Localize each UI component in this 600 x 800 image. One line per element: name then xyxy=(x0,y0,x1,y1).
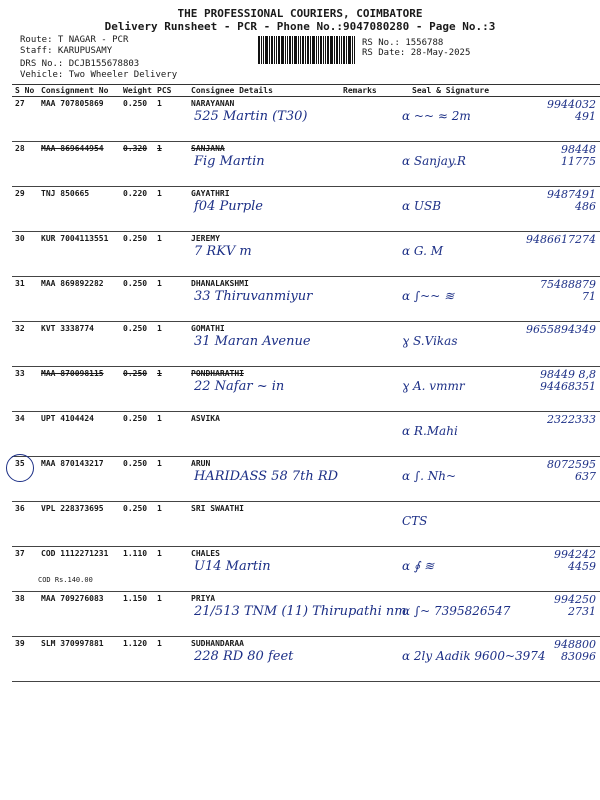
cell-remarks xyxy=(340,592,398,637)
barcode-bar xyxy=(289,36,291,64)
handwritten-phone: 2322333 xyxy=(547,413,596,426)
cell-signature xyxy=(398,592,600,637)
handwritten-address: 7 RKV m xyxy=(194,244,252,259)
cell-weight: 0.250 xyxy=(120,502,154,547)
rs-number: RS No.: 1556788 xyxy=(362,38,444,48)
cell-remarks xyxy=(340,322,398,367)
cell-weight: 0.320 xyxy=(120,142,154,187)
handwritten-signature: ɣ S.Vikas xyxy=(402,334,458,348)
cell-signature xyxy=(398,367,600,412)
cell-weight: 1.150 xyxy=(120,592,154,637)
barcode-bar xyxy=(339,36,340,64)
barcode-bar xyxy=(320,36,322,64)
consignee-name: SRI SWAATHI xyxy=(191,504,244,513)
cell-cons: COD 1112271231 COD Rs.140.00 xyxy=(38,547,120,592)
cell-weight: 1.110 xyxy=(120,547,154,592)
cell-remarks xyxy=(340,457,398,502)
cell-weight: 0.220 xyxy=(120,187,154,232)
cell-pcs: 1 xyxy=(154,97,188,142)
barcode-bar xyxy=(318,36,319,64)
barcode-bar xyxy=(274,36,275,64)
barcode-bar xyxy=(276,36,277,64)
circle-mark xyxy=(6,454,34,482)
handwritten-address: HARIDASS 58 7th RD xyxy=(194,469,339,484)
cell-sno: 28 xyxy=(12,142,38,187)
cell-consignee xyxy=(188,592,407,637)
cell-consignee xyxy=(188,142,340,187)
company-title: THE PROFESSIONAL COURIERS, COIMBATORE xyxy=(177,7,423,20)
cell-signature xyxy=(398,637,600,682)
cell-sno: 35 xyxy=(12,457,38,502)
handwritten-signature: ɑ 2ly Aadik 9600~3974 xyxy=(402,649,546,663)
rs-date: RS Date: 28-May-2025 xyxy=(362,48,471,58)
barcode-bar xyxy=(336,36,338,64)
cell-signature xyxy=(398,322,600,367)
table-row xyxy=(12,592,600,637)
table-row xyxy=(12,232,600,277)
cell-consignee xyxy=(188,367,340,412)
handwritten-signature: ɑ G. M xyxy=(402,244,443,258)
cell-remarks xyxy=(340,187,398,232)
cell-pcs: 1 xyxy=(154,277,188,322)
cell-weight: 0.250 xyxy=(120,367,154,412)
cell-pcs: 1 xyxy=(154,547,188,592)
runsheet-table xyxy=(12,84,600,682)
barcode-bar xyxy=(341,36,342,64)
consignee-name: SANJANA xyxy=(191,144,225,153)
cell-cons: MAA 869892282 xyxy=(38,277,120,322)
handwritten-address: 21/513 TNM (11) Thirupathi nm xyxy=(194,604,407,619)
cell-sno: 27 xyxy=(12,97,38,142)
consignee-name: ASVIKA xyxy=(191,414,220,423)
table-row xyxy=(12,97,600,142)
handwritten-phone: 98448 11775 xyxy=(561,143,596,168)
cell-signature xyxy=(398,502,600,547)
barcode-bar xyxy=(343,36,345,64)
column-header: Seal & Signature xyxy=(398,85,600,97)
handwritten-phone: 9486617274 xyxy=(526,233,596,246)
cell-cons: TNJ 850665 xyxy=(38,187,120,232)
handwritten-signature: ɑ ∮ ≋ xyxy=(402,559,435,573)
table-row xyxy=(12,547,600,592)
handwritten-phone: 9487491 486 xyxy=(547,188,596,213)
handwritten-address: 22 Nafar ~ in xyxy=(194,379,285,394)
handwritten-phone: 994242 4459 xyxy=(554,548,596,573)
barcode-bar xyxy=(352,36,353,64)
cell-sno: 32 xyxy=(12,322,38,367)
barcode-bar xyxy=(292,36,293,64)
cell-sno: 33 xyxy=(12,367,38,412)
barcode-bar xyxy=(323,36,324,64)
barcode-bar xyxy=(302,36,304,64)
cell-remarks xyxy=(340,142,398,187)
handwritten-signature: ɑ USB xyxy=(402,199,442,213)
barcode-bar xyxy=(330,36,333,64)
vehicle-label: Vehicle: Two Wheeler Delivery xyxy=(20,70,178,80)
table-row xyxy=(12,142,600,187)
cell-consignee xyxy=(188,97,340,142)
cell-signature xyxy=(398,232,600,277)
cell-weight: 0.250 xyxy=(120,97,154,142)
table-row xyxy=(12,187,600,232)
cell-weight: 0.250 xyxy=(120,277,154,322)
handwritten-signature: ɑ ∫~~ ≋ xyxy=(402,289,455,303)
cell-pcs: 1 xyxy=(154,412,188,457)
route-label: Route: T NAGAR - PCR xyxy=(20,35,129,45)
barcode-bar xyxy=(310,36,311,64)
barcode-bar xyxy=(312,36,315,64)
handwritten-phone: 994250 2731 xyxy=(554,593,596,618)
cell-signature xyxy=(398,142,600,187)
cell-weight: 0.250 xyxy=(120,457,154,502)
cell-pcs: 1 xyxy=(154,187,188,232)
consignee-name: GAYATHRI xyxy=(191,189,230,198)
barcode-bar xyxy=(334,36,335,64)
drs-label: DRS No.: DCJB155678803 xyxy=(20,59,140,69)
handwritten-address: f04 Purple xyxy=(194,199,263,214)
cell-pcs: 1 xyxy=(154,142,188,187)
barcode-bar xyxy=(269,36,270,64)
barcode-bar xyxy=(285,36,286,64)
barcode-bar xyxy=(263,36,264,64)
cell-remarks xyxy=(340,547,398,592)
cell-pcs: 1 xyxy=(154,457,188,502)
table-row xyxy=(12,412,600,457)
cell-pcs: 1 xyxy=(154,367,188,412)
barcode-bar xyxy=(325,36,326,64)
cell-consignee xyxy=(188,637,340,682)
cell-signature xyxy=(398,412,600,457)
barcode-bar xyxy=(287,36,288,64)
barcode-bar xyxy=(307,36,309,64)
column-header: Consignee Details xyxy=(188,85,340,97)
cell-signature xyxy=(398,97,600,142)
cell-sno: 37 xyxy=(12,547,38,592)
handwritten-signature: ɑ ∫~ 7395826547 xyxy=(402,604,511,618)
cell-consignee xyxy=(188,277,340,322)
handwritten-signature: ɑ R.Mahi xyxy=(402,424,458,438)
cell-weight: 1.120 xyxy=(120,637,154,682)
cod-amount: COD Rs.140.00 xyxy=(38,576,93,584)
cell-sno: 31 xyxy=(12,277,38,322)
table-row xyxy=(12,637,600,682)
barcode-bar xyxy=(316,36,317,64)
cell-signature xyxy=(398,187,600,232)
column-header: S No xyxy=(12,85,38,97)
table-body xyxy=(12,97,600,682)
consignee-name: SUDHANDARAA xyxy=(191,639,244,648)
table-header xyxy=(12,85,600,97)
cell-sno: 36 xyxy=(12,502,38,547)
cell-cons: KUR 7004113551 xyxy=(38,232,120,277)
barcode xyxy=(258,36,358,64)
cell-remarks xyxy=(340,502,398,547)
cell-cons: KVT 3338774 xyxy=(38,322,120,367)
cell-weight: 0.250 xyxy=(120,232,154,277)
handwritten-signature: CTS xyxy=(402,514,428,528)
runsheet-title: Delivery Runsheet - PCR - Phone No.:9047080280 - Page No.:3 xyxy=(104,20,496,33)
barcode-bar xyxy=(294,36,297,64)
handwritten-address: 31 Maran Avenue xyxy=(194,334,311,349)
cell-weight: 0.250 xyxy=(120,322,154,367)
cell-cons: UPT 4104424 xyxy=(38,412,120,457)
table-row xyxy=(12,367,600,412)
consignee-name: PRIYA xyxy=(191,594,216,603)
cell-sno: 38 xyxy=(12,592,38,637)
barcode-bar xyxy=(258,36,260,64)
cell-remarks xyxy=(340,277,398,322)
cell-remarks xyxy=(340,637,398,682)
handwritten-address: Fig Martin xyxy=(194,154,265,169)
handwritten-address: U14 Martin xyxy=(194,559,271,574)
handwritten-address: 525 Martin (T30) xyxy=(194,109,308,124)
barcode-bar xyxy=(265,36,268,64)
barcode-bar xyxy=(348,36,351,64)
table-row xyxy=(12,322,600,367)
barcode-bar xyxy=(327,36,329,64)
table-row xyxy=(12,502,600,547)
consignee-name: CHALES xyxy=(191,549,220,558)
cell-consignee xyxy=(188,187,340,232)
cell-consignee xyxy=(188,547,340,592)
cell-weight: 0.250 xyxy=(120,412,154,457)
cell-sno: 39 xyxy=(12,637,38,682)
barcode-bar xyxy=(271,36,273,64)
cell-cons: MAA 870098115 xyxy=(38,367,120,412)
cell-consignee xyxy=(188,412,340,457)
handwritten-signature: ɣ A. vmmr xyxy=(402,379,465,393)
handwritten-phone: 75488879 71 xyxy=(540,278,596,303)
cell-cons: MAA 870143217 xyxy=(38,457,120,502)
barcode-bar xyxy=(305,36,306,64)
cell-signature xyxy=(398,277,600,322)
barcode-bar xyxy=(354,36,355,64)
cell-remarks xyxy=(340,97,398,142)
cell-pcs: 1 xyxy=(154,592,188,637)
cell-consignee xyxy=(188,457,340,502)
cell-cons: SLM 370997881 xyxy=(38,637,120,682)
table-row xyxy=(12,457,600,502)
column-header: Weight xyxy=(120,85,154,97)
cell-remarks xyxy=(340,412,398,457)
column-header: Consignment No xyxy=(38,85,120,97)
handwritten-address: 33 Thiruvanmiyur xyxy=(194,289,313,304)
handwritten-phone: 9944032 491 xyxy=(547,98,596,123)
cell-pcs: 1 xyxy=(154,637,188,682)
cell-pcs: 1 xyxy=(154,502,188,547)
cell-pcs: 1 xyxy=(154,232,188,277)
cell-consignee xyxy=(188,232,340,277)
cell-consignee xyxy=(188,322,340,367)
cell-cons: MAA 709276083 xyxy=(38,592,120,637)
cell-signature xyxy=(398,547,600,592)
consignee-name: PONDHARATHI xyxy=(191,369,244,378)
cell-consignee xyxy=(188,502,340,547)
handwritten-phone: 98449 8,8 94468351 xyxy=(540,368,596,393)
handwritten-phone: 8072595 637 xyxy=(547,458,596,483)
consignee-name: DHANALAKSHMI xyxy=(191,279,249,288)
consignee-name: GOMATHI xyxy=(191,324,225,333)
handwritten-signature: ɑ Sanjay.R xyxy=(402,154,466,168)
staff-label: Staff: KARUPUSAMY xyxy=(20,46,113,56)
barcode-bar xyxy=(298,36,299,64)
cell-signature xyxy=(398,457,600,502)
consignee-name: JEREMY xyxy=(191,234,220,243)
cell-remarks xyxy=(340,367,398,412)
handwritten-phone: 9655894349 xyxy=(526,323,596,336)
handwritten-signature: ɑ ∫. Nh~ xyxy=(402,469,457,483)
cell-sno: 30 xyxy=(12,232,38,277)
table-row xyxy=(12,277,600,322)
cell-sno: 34 xyxy=(12,412,38,457)
consignee-name: NARAYANAN xyxy=(191,99,235,108)
barcode-bar xyxy=(278,36,280,64)
cell-cons: MAA 869644954 xyxy=(38,142,120,187)
column-header: PCS xyxy=(154,85,188,97)
cell-cons: VPL 228373695 xyxy=(38,502,120,547)
handwritten-signature: ɑ ~~ ≈ 2m xyxy=(402,109,471,123)
barcode-bar xyxy=(346,36,347,64)
barcode-bar xyxy=(261,36,262,64)
consignee-name: ARUN xyxy=(191,459,211,468)
cell-remarks xyxy=(340,232,398,277)
handwritten-phone: 948800 83096 xyxy=(554,638,596,663)
cell-cons: MAA 707805869 xyxy=(38,97,120,142)
runsheet-table-wrap xyxy=(12,84,600,664)
barcode-bar xyxy=(300,36,301,64)
barcode-bar xyxy=(281,36,284,64)
cell-pcs: 1 xyxy=(154,322,188,367)
column-header: Remarks xyxy=(340,85,398,97)
handwritten-address: 228 RD 80 feet xyxy=(194,649,294,664)
cell-sno: 29 xyxy=(12,187,38,232)
